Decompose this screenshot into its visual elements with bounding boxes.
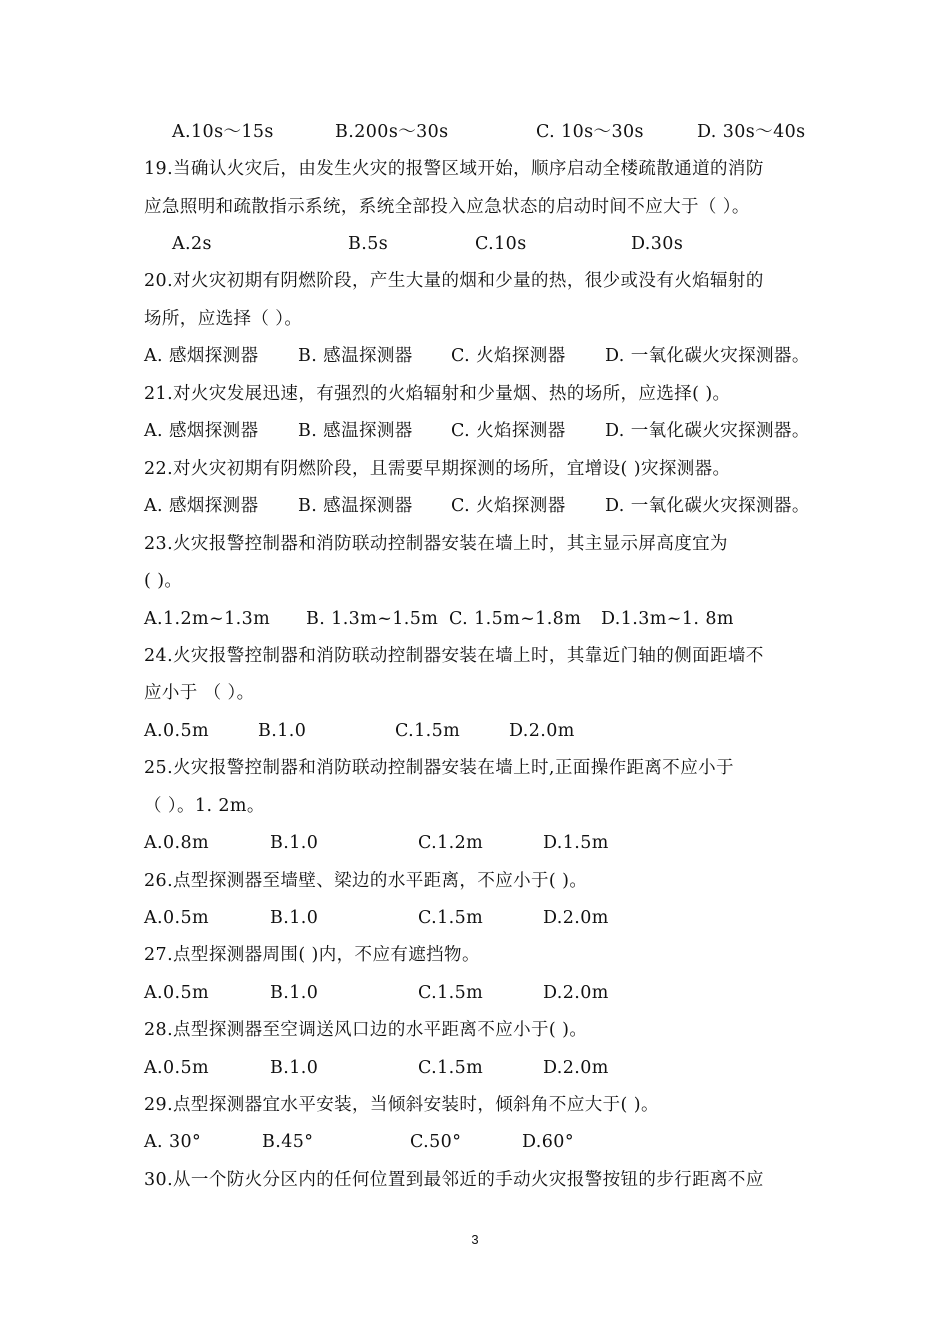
option-a: A. 感烟探测器 xyxy=(144,346,259,366)
question-text: 30.从一个防火分区内的任何位置到最邻近的手动火灾报警按钮的步行距离不应 xyxy=(144,1170,764,1190)
option-a: A. 30° xyxy=(144,1132,202,1152)
option-b: B.45° xyxy=(262,1132,314,1152)
question-text: 24.火灾报警控制器和消防联动控制器安装在墙上时，其靠近门轴的侧面距墙不 xyxy=(144,646,764,666)
option-a: A.0.5m xyxy=(144,1058,210,1078)
q25-text-line-1 xyxy=(0,753,950,783)
option-a: A.0.5m xyxy=(144,983,210,1003)
option-b: B.1.0 xyxy=(270,983,319,1003)
q28-options xyxy=(0,1053,950,1083)
option-a: A.0.5m xyxy=(144,908,210,928)
q18-options xyxy=(0,117,950,147)
q26-text xyxy=(0,866,950,896)
option-a: A.2s xyxy=(172,234,212,254)
q19-text-line-1 xyxy=(0,154,950,184)
option-b: B.1.0 xyxy=(270,908,319,928)
option-a: A.0.8m xyxy=(144,833,210,853)
q24-options xyxy=(0,716,950,746)
q24-text-line-2 xyxy=(0,678,950,708)
q23-text-line-2 xyxy=(0,566,950,596)
option-d: D. 一氧化碳火灾探测器。 xyxy=(605,421,810,441)
option-a: A.0.5m xyxy=(144,721,210,741)
option-b: B. 感温探测器 xyxy=(298,346,413,366)
option-c: C.1.5m xyxy=(395,721,461,741)
question-text: （ ）。1. 2m。 xyxy=(144,796,265,816)
question-text: 29.点型探测器宜水平安装，当倾斜安装时，倾斜角不应大于( )。 xyxy=(144,1095,659,1115)
option-d: D.2.0m xyxy=(509,721,575,741)
q25-options xyxy=(0,828,950,858)
q29-options xyxy=(0,1127,950,1157)
question-text: 23.火灾报警控制器和消防联动控制器安装在墙上时，其主显示屏高度宜为 xyxy=(144,534,728,554)
option-c: C. 火焰探测器 xyxy=(451,496,566,516)
q19-options xyxy=(0,229,950,259)
option-c: C. 火焰探测器 xyxy=(451,346,566,366)
question-text: 28.点型探测器至空调送风口边的水平距离不应小于( )。 xyxy=(144,1020,588,1040)
question-text: 21.对火灾发展迅速，有强烈的火焰辐射和少量烟、热的场所，应选择( )。 xyxy=(144,384,731,404)
option-a: A. 感烟探测器 xyxy=(144,496,259,516)
option-c: C. 火焰探测器 xyxy=(451,421,566,441)
option-b: B.1.0 xyxy=(270,1058,319,1078)
q20-text-line-1 xyxy=(0,266,950,296)
q19-text-line-2 xyxy=(0,192,950,222)
q24-text-line-1 xyxy=(0,641,950,671)
option-a: A.1.2m~1.3m xyxy=(144,609,271,629)
option-b: B.1.0 xyxy=(258,721,307,741)
option-c: C. 10s～30s xyxy=(536,122,644,142)
option-c: C.10s xyxy=(475,234,527,254)
question-text: 应急照明和疏散指示系统，系统全部投入应急状态的启动时间不应大于（ ）。 xyxy=(144,197,750,217)
question-text: 应小于 （ ）。 xyxy=(144,683,255,703)
page-number: 3 xyxy=(471,1232,479,1247)
option-c: C.1.2m xyxy=(418,833,484,853)
question-text: 场所，应选择（ ）。 xyxy=(144,309,303,329)
option-d: D.1.3m~1. 8m xyxy=(601,609,734,629)
question-text: ( )。 xyxy=(144,571,183,591)
q28-text xyxy=(0,1015,950,1045)
option-d: D.2.0m xyxy=(543,983,609,1003)
question-text: 25.火灾报警控制器和消防联动控制器安装在墙上时,正面操作距离不应小于 xyxy=(144,758,734,778)
q20-text-line-2 xyxy=(0,304,950,334)
option-b: B. 感温探测器 xyxy=(298,496,413,516)
question-text: 27.点型探测器周围( )内，不应有遮挡物。 xyxy=(144,945,480,965)
option-b: B.5s xyxy=(348,234,389,254)
q30-text xyxy=(0,1165,950,1195)
option-b: B.200s～30s xyxy=(335,122,449,142)
option-d: D. 30s～40s xyxy=(697,122,806,142)
option-b: B. 感温探测器 xyxy=(298,421,413,441)
option-c: C.1.5m xyxy=(418,908,484,928)
option-d: D.2.0m xyxy=(543,1058,609,1078)
question-text: 20.对火灾初期有阴燃阶段，产生大量的烟和少量的热，很少或没有火焰辐射的 xyxy=(144,271,764,291)
option-d: D.60° xyxy=(522,1132,574,1152)
option-b: B.1.0 xyxy=(270,833,319,853)
q25-text-line-2 xyxy=(0,791,950,821)
question-text: 26.点型探测器至墙壁、梁边的水平距离，不应小于( )。 xyxy=(144,871,588,891)
option-c: C.50° xyxy=(410,1132,462,1152)
option-d: D.1.5m xyxy=(543,833,609,853)
option-d: D. 一氧化碳火灾探测器。 xyxy=(605,346,810,366)
q23-options xyxy=(0,604,950,634)
option-d: D.2.0m xyxy=(543,908,609,928)
q21-options xyxy=(0,416,950,446)
option-a: A. 感烟探测器 xyxy=(144,421,259,441)
question-text: 22.对火灾初期有阴燃阶段，且需要早期探测的场所，宜增设( )灾探测器。 xyxy=(144,459,731,479)
option-c: C.1.5m xyxy=(418,1058,484,1078)
q22-text xyxy=(0,454,950,484)
option-c: C.1.5m xyxy=(418,983,484,1003)
option-c: C. 1.5m~1.8m xyxy=(449,609,582,629)
option-d: D. 一氧化碳火灾探测器。 xyxy=(605,496,810,516)
q20-options xyxy=(0,341,950,371)
q21-text xyxy=(0,379,950,409)
q27-options xyxy=(0,978,950,1008)
option-b: B. 1.3m~1.5m xyxy=(306,609,439,629)
option-d: D.30s xyxy=(631,234,684,254)
q26-options xyxy=(0,903,950,933)
q22-options xyxy=(0,491,950,521)
q27-text xyxy=(0,940,950,970)
q29-text xyxy=(0,1090,950,1120)
option-a: A.10s～15s xyxy=(172,122,274,142)
question-text: 19.当确认火灾后，由发生火灾的报警区域开始，顺序启动全楼疏散通道的消防 xyxy=(144,159,764,179)
q23-text-line-1 xyxy=(0,529,950,559)
